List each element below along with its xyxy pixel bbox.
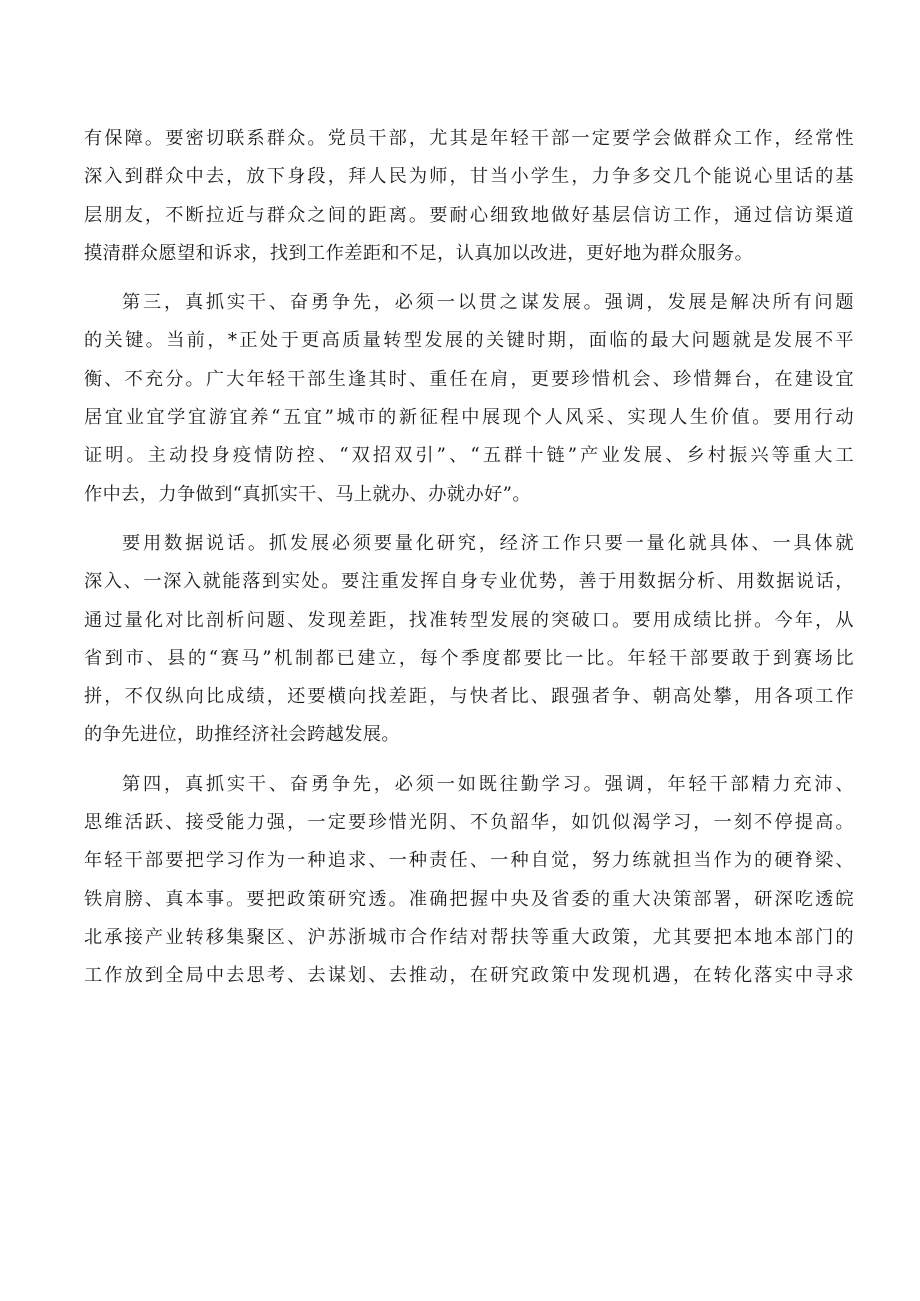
- text-line: 省到市、县的“赛马”机制都已建立，每个季度都要比一比。年轻干部要敢于到赛场比: [84, 647, 854, 669]
- paragraph-gap: [84, 514, 854, 525]
- text-line: 拼，不仅纵向比成绩，还要横向找差距，与快者比、跟强者争、朝高处攀，用各项工作: [84, 686, 854, 708]
- paragraph-gap: [84, 273, 854, 284]
- paragraph-4: [84, 766, 854, 996]
- text-line: 要用数据说话。抓发展必须要量化研究，经济工作只要一量化就具体、一具体就: [122, 532, 854, 554]
- paragraph-2: [84, 284, 854, 514]
- text-line: 铁肩膀、真本事。要把政策研究透。准确把握中央及省委的重大决策部署，研深吃透皖: [84, 888, 854, 910]
- text-line: 摸清群众愿望和诉求，找到工作差距和不足，认真加以改进，更好地为群众服务。: [84, 242, 754, 264]
- text-line: 衡、不充分。广大年轻干部生逢其时、重任在肩，更要珍惜机会、珍惜舞台，在建设宜: [84, 368, 854, 390]
- text-line: 的争先进位，助推经济社会跨越发展。: [84, 724, 400, 746]
- text-line: 思维活跃、接受能力强，一定要珍惜光阴、不负韶华，如饥似渴学习，一刻不停提高。: [84, 812, 854, 834]
- text-line: 的关键。当前，*正处于更高质量转型发展的关键时期，面临的最大问题就是发展不平: [84, 330, 854, 352]
- text-line: 深入到群众中去，放下身段，拜人民为师，甘当小学生，力争多交几个能说心里话的基: [84, 166, 854, 188]
- paragraph-gap: [84, 755, 854, 766]
- text-line: 深入、一深入就能落到实处。要注重发挥自身专业优势，善于用数据分析、用数据说话，: [84, 571, 854, 593]
- text-line: 有保障。要密切联系群众。党员干部，尤其是年轻干部一定要学会做群众工作，经常性: [84, 128, 854, 149]
- text-line: 作中去，力争做到“真抓实干、马上就办、办就办好”。: [84, 483, 531, 505]
- paragraph-3: [84, 525, 854, 755]
- text-line: 层朋友，不断拉近与群众之间的距离。要耐心细致地做好基层信访工作，通过信访渠道: [84, 204, 854, 226]
- text-line: 第三，真抓实干、奋勇争先，必须一以贯之谋发展。强调，发展是解决所有问题: [122, 292, 854, 314]
- document-body: [84, 120, 854, 996]
- paragraph-1: [84, 120, 854, 273]
- text-line: 第四，真抓实干、奋勇争先，必须一如既往勤学习。强调，年轻干部精力充沛、: [122, 773, 854, 795]
- text-line: 工作放到全局中去思考、去谋划、去推动，在研究政策中发现机遇，在转化落实中寻求: [84, 965, 854, 987]
- text-line: 证明。主动投身疫情防控、“双招双引”、“五群十链”产业发展、乡村振兴等重大工: [84, 445, 854, 467]
- text-line: 通过量化对比剖析问题、发现差距，找准转型发展的突破口。要用成绩比拼。今年，从: [84, 609, 854, 631]
- text-line: 居宜业宜学宜游宜养“五宜”城市的新征程中展现个人风采、实现人生价值。要用行动: [84, 407, 854, 429]
- text-line: 北承接产业转移集聚区、沪苏浙城市合作结对帮扶等重大政策，尤其要把本地本部门的: [84, 926, 854, 948]
- text-line: 年轻干部要把学习作为一种追求、一种责任、一种自觉，努力练就担当作为的硬脊梁、: [84, 850, 854, 872]
